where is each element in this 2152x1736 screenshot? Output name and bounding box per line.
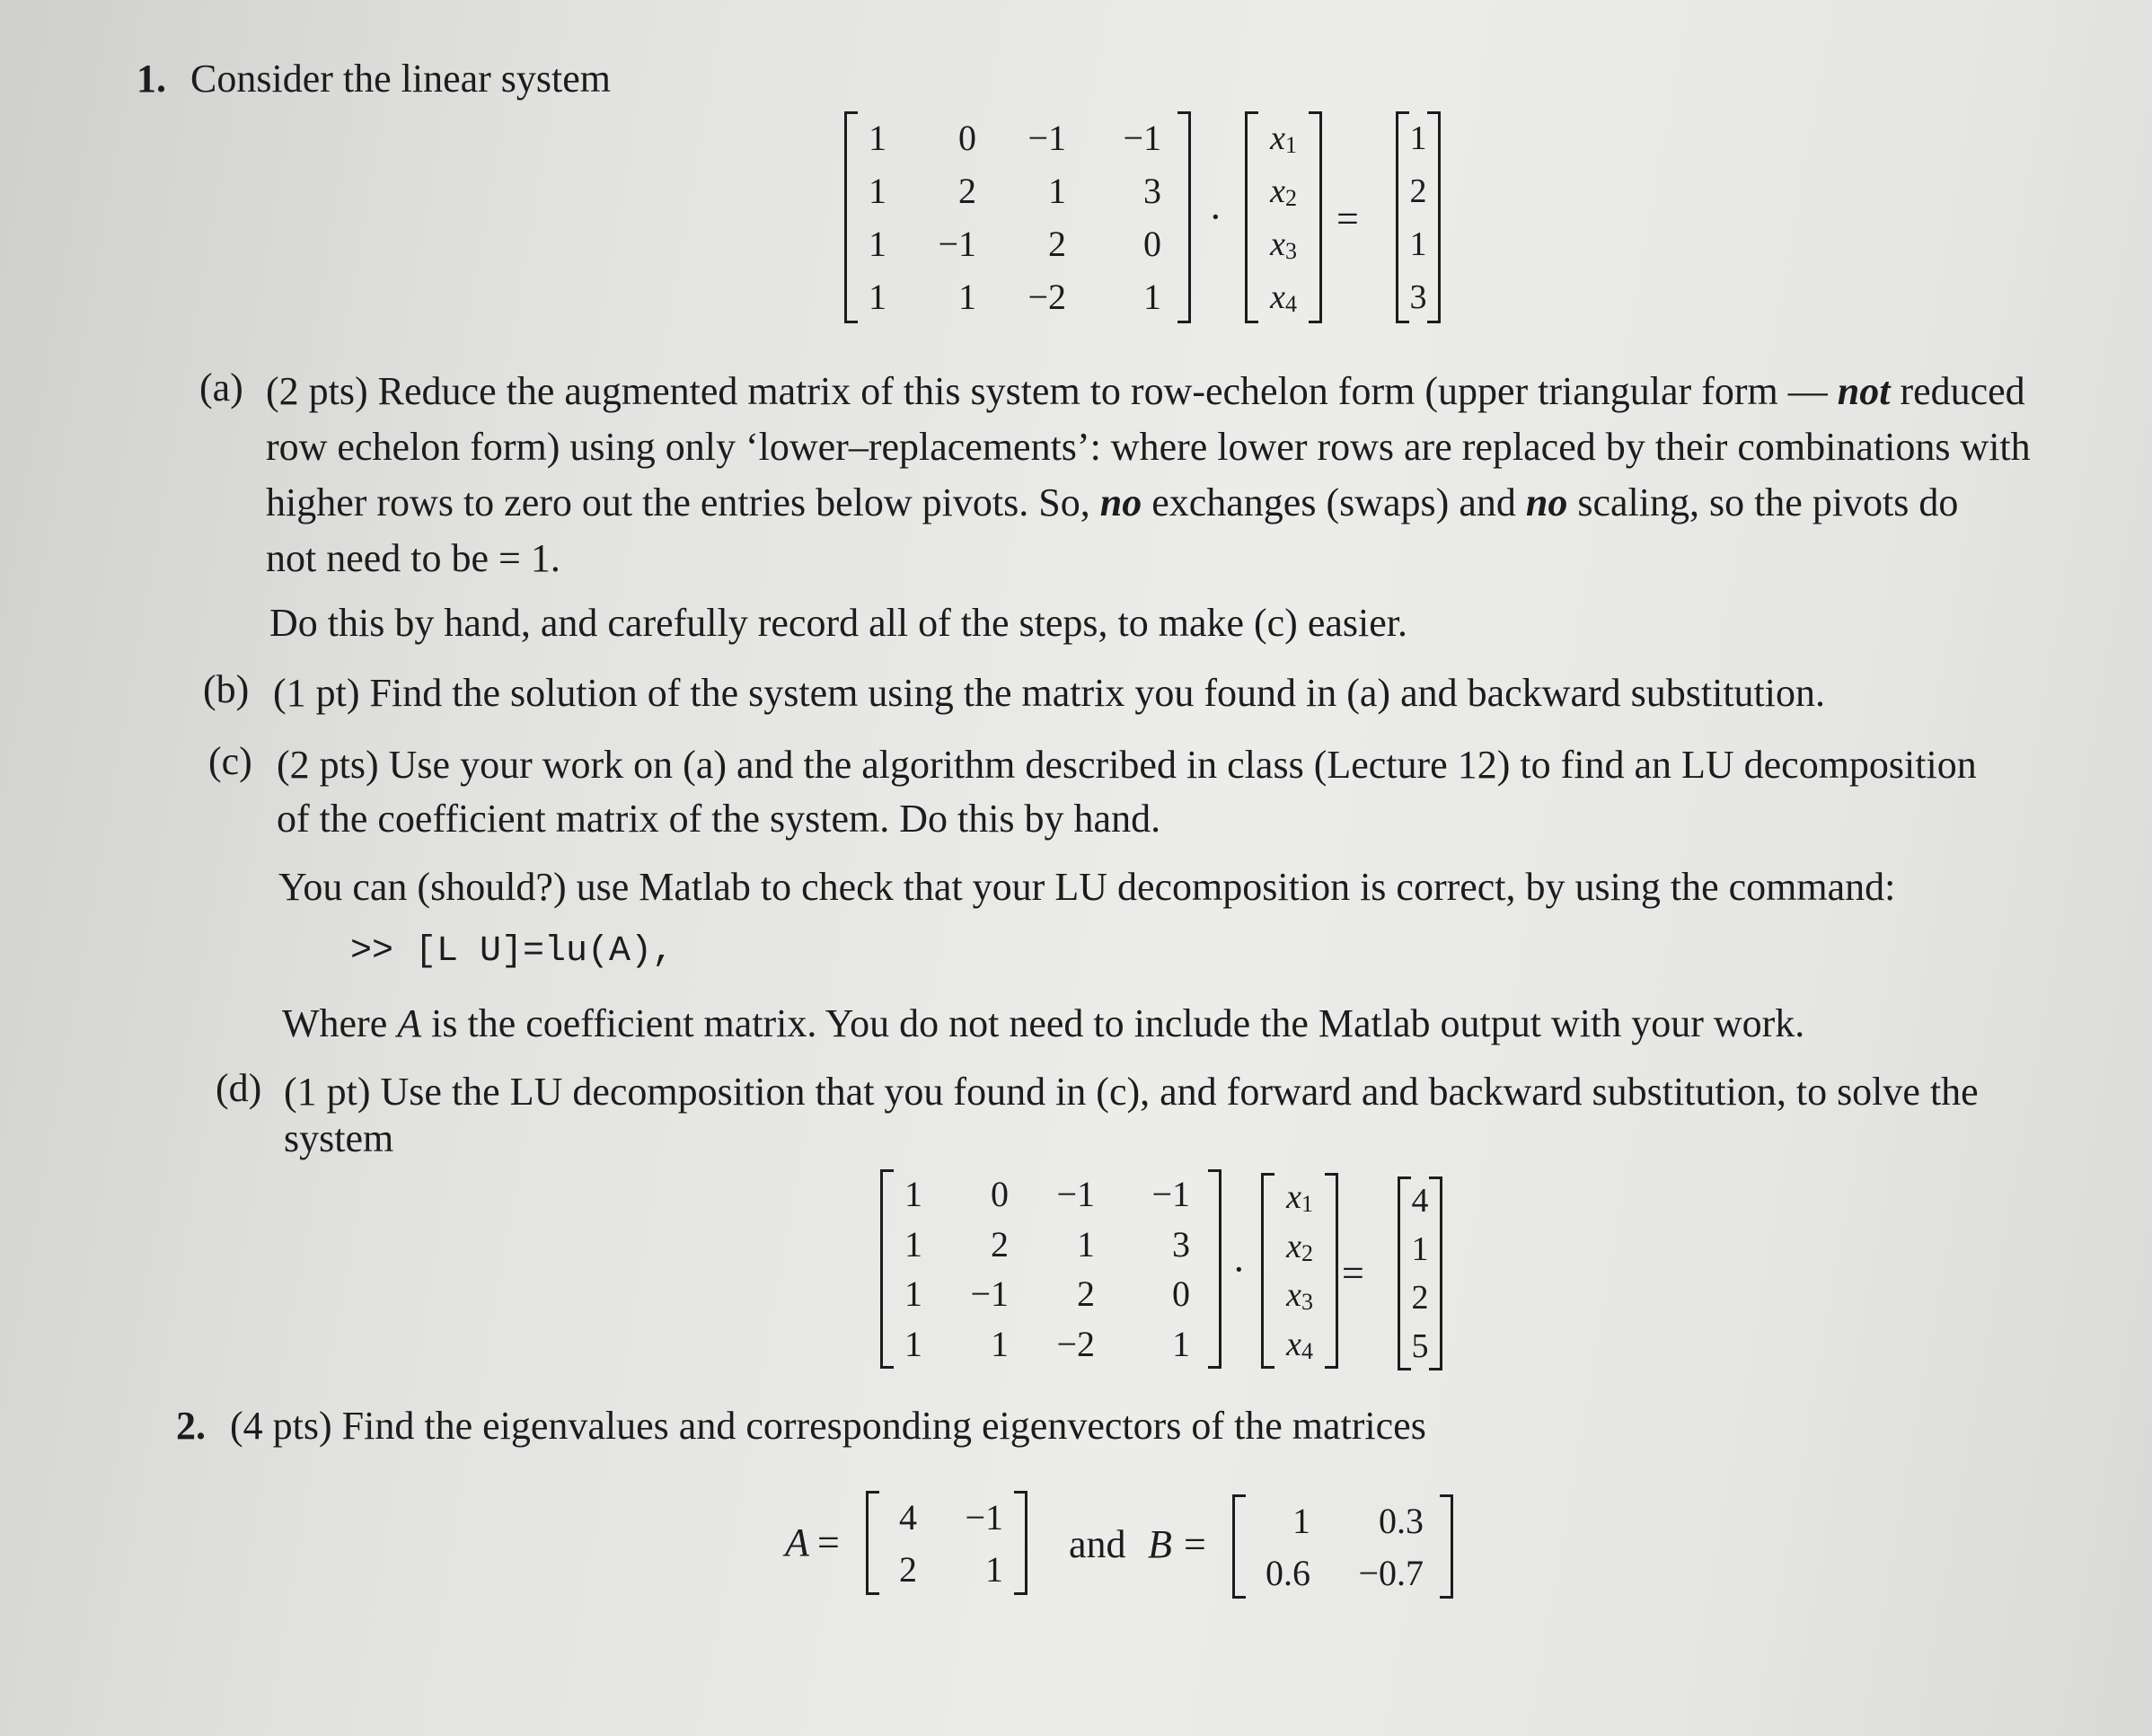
matrix-cell: −1 — [1027, 118, 1066, 158]
rhs-value: 2 — [1409, 172, 1427, 210]
matrix-cell: 1 — [904, 1323, 922, 1364]
matrix-cell: 3 — [1172, 1223, 1190, 1265]
part-c-line-1: (2 pts) Use your work on (a) and the algorithm described in class (Lecture 12) to find an LU decomposition — [277, 743, 1977, 787]
part-a-line-5: Do this by hand, and carefully record all of the steps, to make (c) easier. — [269, 601, 1407, 645]
part-a-line-4: not need to be = 1. — [266, 536, 560, 580]
equals-sign: = — [1336, 197, 1359, 241]
matlab-command: >> [L U]=lu(A), — [350, 931, 675, 972]
matrix-cell: 1 — [1292, 1500, 1310, 1541]
rhs-value: 1 — [1411, 1230, 1429, 1268]
variable: x 3 — [1286, 1276, 1313, 1316]
text: scaling, so the pivots do — [1577, 480, 1959, 524]
matrix-A — [866, 1491, 1027, 1595]
part-a-line-1 — [266, 369, 2025, 413]
matrix-cell: 1 — [1048, 171, 1066, 211]
matrix-cell: 2 — [958, 171, 976, 211]
matrix-cell: −1 — [938, 224, 976, 264]
d-variable-vector — [1261, 1173, 1338, 1369]
part-c-label: (c) — [208, 739, 252, 783]
q1-coefficient-matrix — [844, 111, 1191, 323]
matrix-cell: 2 — [899, 1548, 917, 1590]
rhs-value: 5 — [1411, 1327, 1429, 1365]
matrix-cell: 1 — [985, 1548, 1003, 1590]
matrix-cell: 2 — [1048, 224, 1066, 264]
rhs-value: 1 — [1409, 119, 1427, 157]
part-a-label: (a) — [199, 366, 243, 410]
part-a-line-3 — [266, 480, 1959, 524]
part-d-line-2: system — [284, 1116, 394, 1160]
matrix-cell: 4 — [899, 1496, 917, 1538]
matrix-B-name: B — [1148, 1522, 1172, 1566]
matrix-cell: 2 — [991, 1223, 1009, 1265]
matrix-cell: 1 — [958, 277, 976, 317]
q1-number: 1. — [137, 57, 166, 101]
variable: x 2 — [1270, 172, 1297, 211]
d-rhs-vector — [1398, 1176, 1442, 1370]
text: higher rows to zero out the entries below pivots. So, — [266, 480, 1090, 524]
matrix-cell: −1 — [970, 1273, 1009, 1315]
matrix-cell: 1 — [1077, 1223, 1095, 1265]
matrix-cell: 1 — [904, 1273, 922, 1315]
matrix-cell: −2 — [1056, 1323, 1095, 1364]
matrix-cell: 2 — [1077, 1273, 1095, 1315]
matrix-A-name: A — [785, 1520, 809, 1564]
variable: x 1 — [1270, 119, 1297, 158]
matrix-cell: −1 — [965, 1496, 1003, 1538]
rhs-value: 2 — [1411, 1279, 1429, 1317]
points: (2 pts) — [266, 369, 368, 413]
text: exchanges (swaps) and — [1151, 480, 1516, 524]
q1-intro: Consider the linear system — [190, 57, 612, 101]
matrix-cell: 1 — [991, 1323, 1009, 1364]
d-coefficient-matrix — [880, 1169, 1222, 1369]
rhs-value: 3 — [1409, 278, 1427, 316]
part-c-line-2: of the coefficient matrix of the system. Do this by hand. — [277, 797, 1161, 841]
matrix-cell: −1 — [1151, 1174, 1190, 1215]
part-c-line-3: You can (should?) use Matlab to check that your LU decomposition is correct, by using the command: — [278, 865, 1896, 909]
matrix-cell: 3 — [1143, 171, 1161, 211]
part-b-text: (1 pt) Find the solution of the system using the matrix you found in (a) and backward substitution. — [273, 671, 1825, 715]
matrix-cell: −1 — [1056, 1174, 1095, 1215]
text: reduced — [1900, 369, 2025, 413]
matrix-cell: 0 — [1172, 1273, 1190, 1315]
matrix-cell: 1 — [904, 1223, 922, 1265]
matrix-cell: 0 — [1143, 224, 1161, 264]
equals-sign: = — [1342, 1251, 1364, 1295]
rhs-value: 4 — [1411, 1182, 1429, 1220]
matrix-cell: 1 — [869, 224, 886, 264]
equals-sign: = — [1184, 1522, 1206, 1566]
matrix-cell: −0.7 — [1358, 1552, 1424, 1593]
part-b-label: (b) — [203, 667, 250, 711]
emphasis: no — [1099, 480, 1142, 524]
q1-variable-vector — [1245, 111, 1322, 323]
matrix-cell: 1 — [869, 118, 886, 158]
emphasis: no — [1525, 480, 1568, 524]
q2-text: (4 pts) Find the eigenvalues and corresponding eigenvectors of the matrices — [230, 1404, 1426, 1448]
matrix-cell: 1 — [1143, 277, 1161, 317]
equals-sign: = — [817, 1520, 840, 1564]
variable: x 3 — [1270, 225, 1297, 264]
variable: x 4 — [1270, 278, 1297, 317]
part-c-line-4 — [282, 1001, 1805, 1045]
matrix-cell: 1 — [869, 171, 886, 211]
matrix-B — [1232, 1494, 1453, 1599]
part-d-label: (d) — [216, 1066, 262, 1110]
and-word: and — [1069, 1522, 1126, 1566]
q1-rhs-vector — [1396, 111, 1441, 323]
matrix-cell: 1 — [869, 277, 886, 317]
text: Reduce the augmented matrix of this system to row-echelon form (upper triangular form — — [377, 369, 1828, 413]
variable: x 4 — [1286, 1325, 1313, 1364]
q2-number: 2. — [176, 1404, 206, 1448]
matrix-cell: 0.6 — [1266, 1552, 1310, 1593]
matrix-cell: 0 — [991, 1174, 1009, 1215]
part-d-line-1: (1 pt) Use the LU decomposition that you found in (c), and forward and backward substitution, to solve the — [284, 1070, 1979, 1114]
matrix-cell: 1 — [1172, 1323, 1190, 1364]
matrix-cell: 1 — [904, 1174, 922, 1215]
text: is the coefficient matrix. You do not need to include the Matlab output with your work. — [431, 1001, 1805, 1045]
variable: x 2 — [1286, 1227, 1313, 1266]
text: Where — [282, 1001, 388, 1045]
variable: x 1 — [1286, 1178, 1313, 1218]
emphasis: not — [1837, 369, 1891, 413]
dot-operator: · — [1209, 195, 1222, 239]
matrix-cell: −1 — [1123, 118, 1161, 158]
matrix-symbol: A — [397, 1001, 422, 1045]
matrix-cell: 0 — [958, 118, 976, 158]
dot-operator: · — [1232, 1247, 1246, 1291]
part-a-line-2: row echelon form) using only ‘lower–replacements’: where lower rows are replaced by their combinations with — [266, 425, 2031, 469]
matrix-cell: 0.3 — [1379, 1500, 1424, 1541]
matrix-cell: −2 — [1027, 277, 1066, 317]
rhs-value: 1 — [1409, 225, 1427, 263]
